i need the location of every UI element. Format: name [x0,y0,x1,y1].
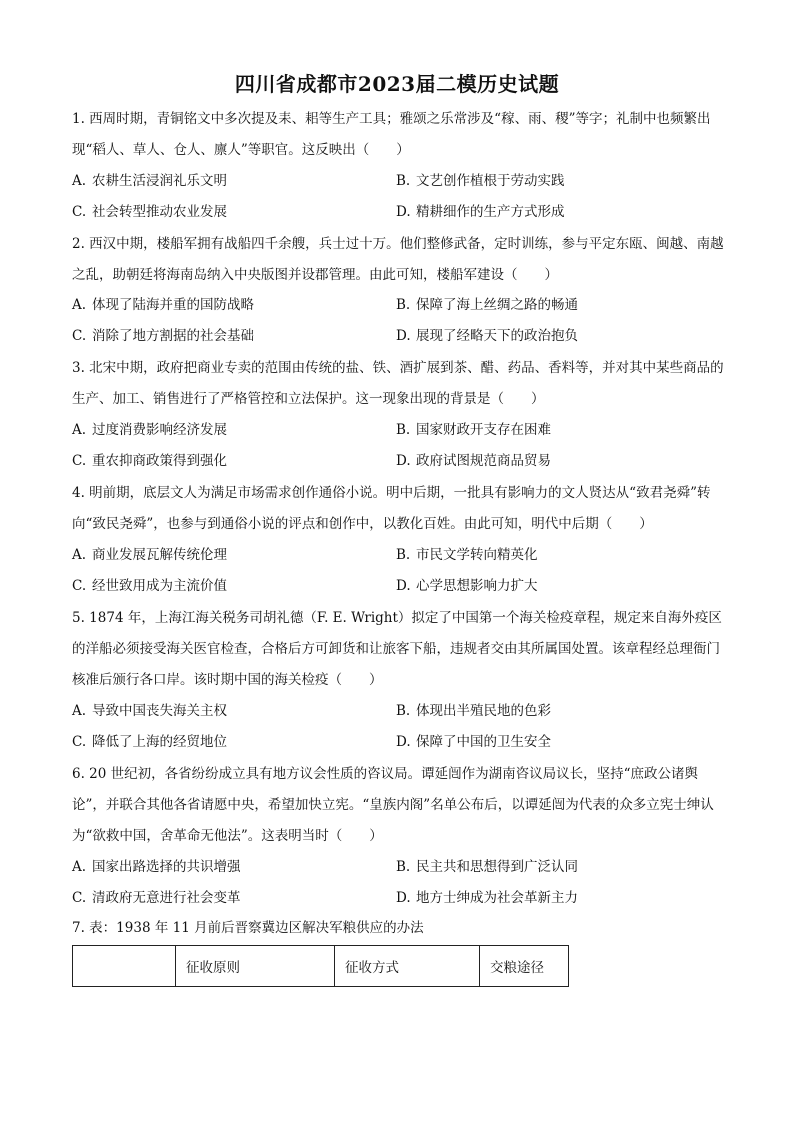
option-letter: A. [72,297,87,313]
option-letter: A. [72,422,87,438]
question-3-stem: 3. 北宋中期，政府把商业专卖的范围由传统的盐、铁、酒扩展到茶、醋、药品、香料等，并对其中某些商品的生产、加工、销售进行了严格管控和立法保护。这一现象出现的背景是（ ） [72,360,724,407]
question-3-option-c[interactable] [72,451,227,471]
question-2-option-c[interactable] [72,326,254,346]
table-header-cell [73,946,176,987]
option-text: 地方士绅成为社会革新主力 [416,890,578,906]
question-7-stem: 7. 表：1938 年 11 月前后晋察冀边区解决军粮供应的办法 [72,920,424,936]
question-1-option-d[interactable] [396,202,565,222]
question-3-option-a[interactable] [72,420,227,440]
question-4-option-c[interactable] [72,576,227,596]
question-2-stem: 2. 西汉中期，楼船军拥有战船四千余艘，兵士过十万。他们整修武备，定时训练，参与平定东瓯、闽越、南越之乱，助朝廷将海南岛纳入中央版图并设郡管理。由此可知，楼船军建设（ ） [72,236,724,283]
option-letter: B. [396,859,411,875]
question-1-stem: 1. 西周时期，青铜铭文中多次提及耒、耜等生产工具；雅颂之乐常涉及“稼、雨、稷”等字；礼制中也频繁出现“稻人、草人、仓人、廪人”等职官。这反映出（ ） [72,111,711,158]
option-text: 社会转型推动农业发展 [92,204,227,220]
option-letter: D. [396,204,411,220]
option-letter: C. [72,578,87,594]
question-5-option-d[interactable] [396,732,551,752]
option-text: 国家出路选择的共识增强 [92,859,241,875]
question-6-stem: 6. 20 世纪初，各省纷纷成立具有地方议会性质的咨议局。谭延闿作为湖南咨议局议长，坚持“庶政公诸舆论”，并联合其他各省请愿中央，希望加快立宪。“皇族内阁”名单公布后，以谭延闿为代表的众多立宪士绅认为“欲救中国，舍革命无他法”。这表明当时（ ） [72,766,714,844]
question-2-option-a[interactable] [72,295,254,315]
question-3-option-d[interactable] [396,451,551,471]
option-text: 国家财政开支存在困难 [416,422,551,438]
option-letter: C. [72,204,87,220]
option-text: 保障了中国的卫生安全 [416,734,551,750]
question-5-option-a[interactable] [72,701,227,721]
option-text: 降低了上海的经贸地位 [92,734,227,750]
question-7-table [72,945,569,987]
option-text: 消除了地方割据的社会基础 [92,328,254,344]
option-letter: A. [72,859,87,875]
option-letter: C. [72,328,87,344]
option-text: 民主共和思想得到广泛认同 [416,859,578,875]
question-6-option-d[interactable] [396,888,578,908]
question-2-option-b[interactable] [396,295,578,315]
option-text: 市民文学转向精英化 [416,547,538,563]
question-6-option-b[interactable] [396,857,578,877]
question-1-option-b[interactable] [396,171,565,191]
question-6-option-a[interactable] [72,857,241,877]
question-3-option-b[interactable] [396,420,551,440]
question-4-option-b[interactable] [396,545,538,565]
option-letter: B. [396,173,411,189]
option-text: 文艺创作植根于劳动实践 [416,173,565,189]
option-text: 重农抑商政策得到强化 [92,453,227,469]
option-letter: C. [72,734,87,750]
table-header-row [73,946,569,987]
option-letter: A. [72,703,87,719]
option-text: 清政府无意进行社会变革 [92,890,241,906]
option-text: 保障了海上丝绸之路的畅通 [416,297,578,313]
table-header-cell: 征收方式 [335,946,480,987]
option-letter: D. [396,890,411,906]
question-2-option-d[interactable] [396,326,578,346]
question-1-option-c[interactable] [72,202,227,222]
option-text: 心学思想影响力扩大 [416,578,538,594]
option-text: 过度消费影响经济发展 [92,422,227,438]
option-text: 展现了经略天下的政治抱负 [416,328,578,344]
option-letter: A. [72,547,87,563]
question-1-option-a[interactable] [72,171,227,191]
option-letter: D. [396,578,411,594]
option-text: 体现了陆海并重的国防战略 [92,297,254,313]
table-header-cell: 征收原则 [176,946,335,987]
option-text: 农耕生活浸润礼乐文明 [92,173,227,189]
option-letter: C. [72,890,87,906]
option-letter: B. [396,297,411,313]
option-text: 精耕细作的生产方式形成 [416,204,565,220]
question-5-stem: 5. 1874 年，上海江海关税务司胡礼德（F. E. Wright）拟定了中国第一个海关检疫章程，规定来自海外疫区的洋船必须接受海关医官检查，合格后方可卸货和让旅客下船，违规者交由其所属国处置。该章程经总理衙门核准后颁行各口岸。该时期中国的海关检疫（ ） [72,610,722,688]
question-5-option-b[interactable] [396,701,551,721]
option-letter: B. [396,703,411,719]
option-text: 经世致用成为主流价值 [92,578,227,594]
option-letter: C. [72,453,87,469]
table-header-cell: 交粮途径 [480,946,569,987]
question-4-stem: 4. 明前期，底层文人为满足市场需求创作通俗小说。明中后期，一批具有影响力的文人贤达从“致君尧舜”转向“致民尧舜”，也参与到通俗小说的评点和创作中，以教化百姓。由此可知，明代中后期（ ） [72,485,711,532]
question-6-option-c[interactable] [72,888,241,908]
question-4-option-a[interactable] [72,545,227,565]
option-letter: D. [396,734,411,750]
option-text: 体现出半殖民地的色彩 [416,703,551,719]
option-letter: D. [396,453,411,469]
option-letter: D. [396,328,411,344]
option-text: 政府试图规范商品贸易 [416,453,551,469]
option-letter: B. [396,547,411,563]
option-text: 导致中国丧失海关主权 [92,703,227,719]
question-4-option-d[interactable] [396,576,538,596]
option-text: 商业发展瓦解传统伦理 [92,547,227,563]
question-5-option-c[interactable] [72,732,227,752]
option-letter: B. [396,422,411,438]
page-title: 四川省成都市2023届二模历史试题 [234,72,560,96]
option-letter: A. [72,173,87,189]
